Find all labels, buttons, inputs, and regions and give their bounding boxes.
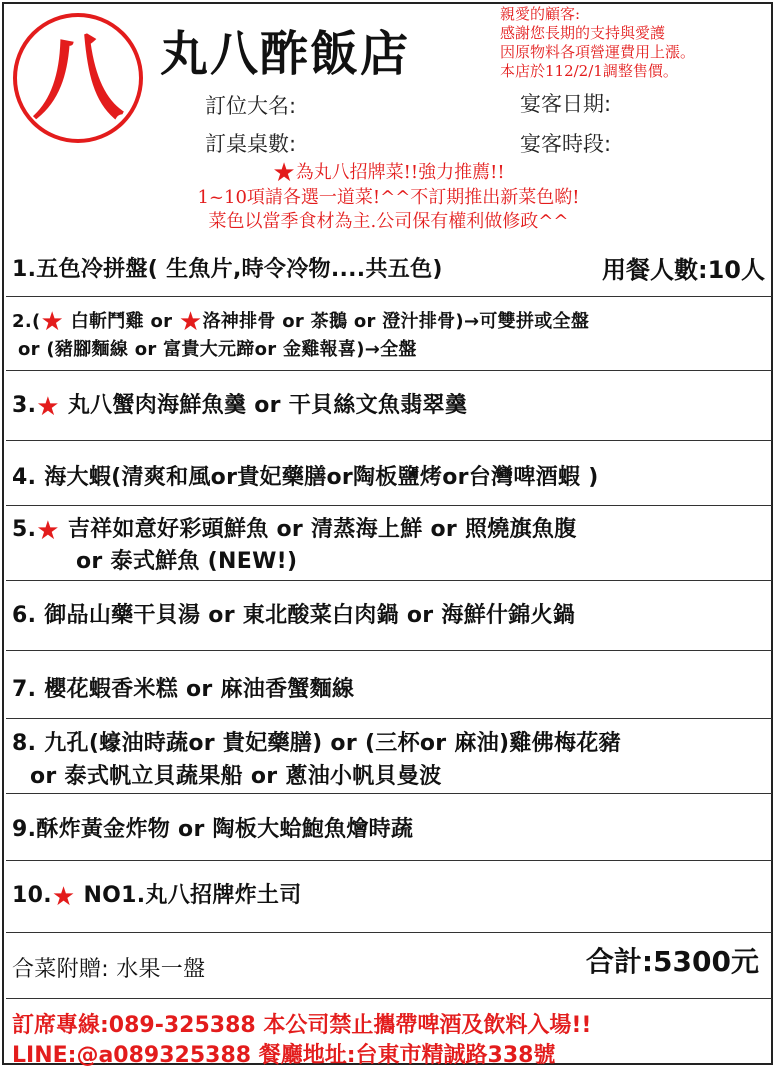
logo-seal bbox=[13, 13, 143, 143]
divider bbox=[6, 580, 772, 581]
notice-line: 因原物料各項營運費用上漲。 bbox=[500, 43, 696, 61]
menu-item-6: 6. 御品山藥干貝湯 or 東北酸菜白肉鍋 or 海鮮什錦火鍋 bbox=[12, 603, 576, 628]
restaurant-name: 丸八酢飯店 bbox=[160, 26, 411, 82]
star-icon: ★ bbox=[51, 882, 76, 912]
star-icon: ★ bbox=[178, 307, 203, 337]
intro-line-3: 菜色以當季食材為主.公司保有權利做修政^^ bbox=[208, 211, 569, 232]
line-and-address: LINE:@a089325388 餐廳地址:台東市精誠路338號 bbox=[12, 1043, 556, 1068]
price-notice bbox=[500, 5, 775, 81]
notice-line: 感謝您長期的支持與愛護 bbox=[500, 24, 666, 42]
menu-item-5-line2: or 泰式鮮魚 (NEW!) bbox=[76, 549, 298, 574]
menu-item-2-b: 洛神排骨 or 茶鵝 or 澄汁排骨)→可雙拼或全盤 bbox=[202, 311, 590, 332]
notice-line: 本店於112/2/1調整售價。 bbox=[500, 62, 678, 80]
reservation-contact: 訂席專線:089-325388 本公司禁止攜帶啤酒及飲料入場!! bbox=[12, 1013, 592, 1038]
star-icon: ★ bbox=[272, 158, 296, 188]
intro-line-2: 1~10項請各選一道菜!^^不訂期推出新菜色喲! bbox=[197, 187, 580, 208]
divider bbox=[6, 650, 772, 651]
divider bbox=[6, 370, 772, 371]
table-count-label: 訂桌桌數: bbox=[205, 132, 297, 156]
complimentary-gift: 合菜附贈: 水果一盤 bbox=[12, 957, 206, 982]
divider bbox=[6, 718, 772, 719]
booking-name-label: 訂位大名: bbox=[205, 94, 297, 118]
menu-item-9: 9.酥炸黃金炸物 or 陶板大蛤鮑魚燴時蔬 bbox=[12, 817, 414, 842]
menu-item-1: 1.五色冷拼盤( 生魚片,時令冷物....共五色) bbox=[12, 257, 443, 282]
star-icon: ★ bbox=[40, 307, 65, 337]
menu-item-2: 2.(★ 白斬鬥雞 or ★洛神排骨 or 茶鵝 or 澄汁排骨)→可雙拼或全盤 or (豬腳麵線 or 富貴大元蹄or 金雞報喜)→全盤 bbox=[12, 308, 589, 364]
menu-item-2-line2: or (豬腳麵線 or 富貴大元蹄or 金雞報喜)→全盤 bbox=[18, 339, 417, 360]
menu-item-8-line2: or 泰式帆立貝蔬果船 or 蔥油小帆貝曼波 bbox=[30, 764, 442, 789]
menu-item-3: 3.★ 丸八蟹肉海鮮魚羹 or 干貝絲文魚翡翠羹 bbox=[12, 392, 468, 422]
menu-item-4: 4. 海大蝦(清爽和風or貴妃藥膳or陶板鹽烤or台灣啤酒蝦 ) bbox=[12, 465, 599, 490]
divider bbox=[6, 296, 772, 297]
divider bbox=[6, 440, 772, 441]
menu-item-2-a: 白斬鬥雞 or bbox=[70, 311, 179, 332]
menu-item-5-line1: 吉祥如意好彩頭鮮魚 or 清蒸海上鮮 or 照燒旗魚腹 bbox=[67, 517, 577, 542]
divider bbox=[6, 793, 772, 794]
divider bbox=[6, 505, 772, 506]
logo-char: 八 bbox=[31, 24, 124, 132]
menu-item-5: 5.★ 吉祥如意好彩頭鮮魚 or 清蒸海上鮮 or 照燒旗魚腹 or 泰式鮮魚 (NEW!) bbox=[12, 514, 577, 578]
intro-notes bbox=[0, 160, 777, 234]
intro-line-1: 為丸八招牌菜!!強力推薦!! bbox=[295, 162, 505, 183]
menu-item-3-text: 丸八蟹肉海鮮魚羹 or 干貝絲文魚翡翠羹 bbox=[67, 393, 468, 418]
menu-item-7: 7. 櫻花蝦香米糕 or 麻油香蟹麵線 bbox=[12, 677, 355, 702]
banquet-date-label: 宴客日期: bbox=[520, 92, 612, 116]
diner-count: 用餐人數:10人 bbox=[602, 256, 765, 284]
banquet-time-label: 宴客時段: bbox=[520, 132, 612, 156]
divider bbox=[6, 932, 772, 933]
divider bbox=[6, 860, 772, 861]
menu-item-8 bbox=[12, 727, 621, 793]
total-price: 合計:5300元 bbox=[585, 945, 759, 978]
divider bbox=[6, 998, 772, 999]
notice-line: 親愛的顧客: bbox=[500, 5, 581, 23]
menu-item-8-line1: 8. 九孔(蠔油時蔬or 貴妃藥膳) or (三杯or 麻油)雞佛梅花豬 bbox=[12, 731, 621, 756]
menu-item-10-text: NO1.丸八招牌炸土司 bbox=[83, 883, 302, 908]
menu-item-10: 10.★ NO1.丸八招牌炸土司 bbox=[12, 882, 302, 912]
star-icon: ★ bbox=[36, 392, 60, 422]
star-icon: ★ bbox=[36, 516, 60, 546]
